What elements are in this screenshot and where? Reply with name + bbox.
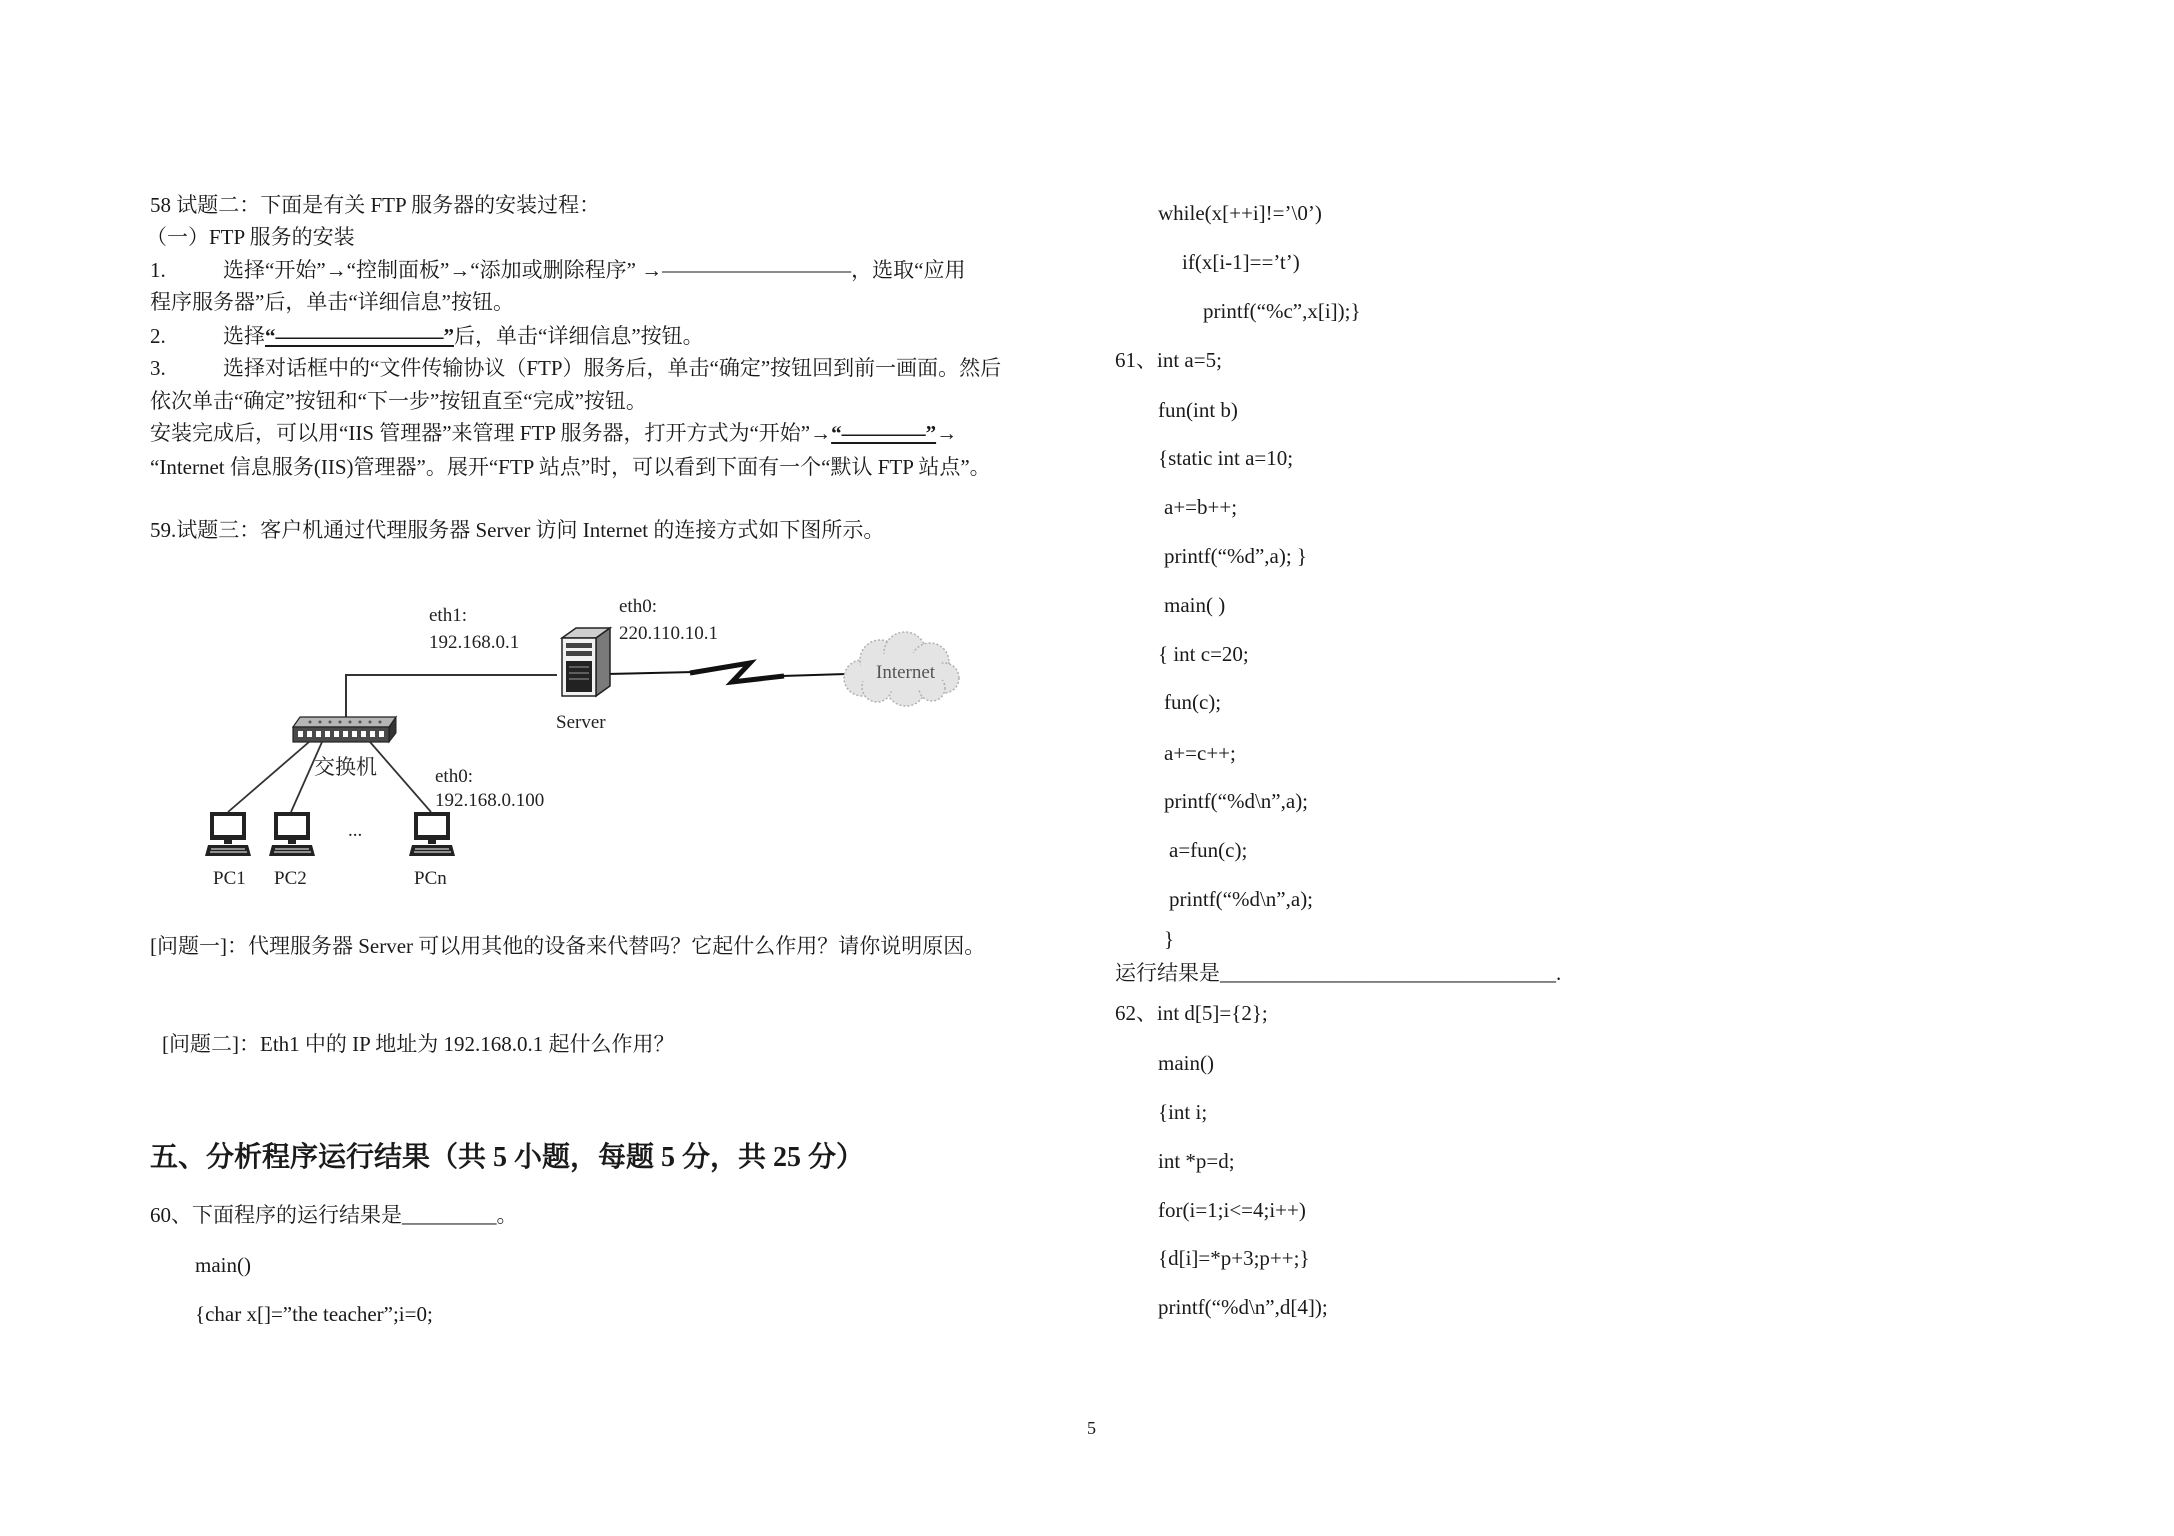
code-line: printf(“%d\n”,a); (1164, 789, 1309, 813)
q61-answer-label: 运行结果是 (1115, 961, 1220, 985)
server-eth0-ip: 220.110.10.1 (619, 623, 719, 644)
code-line: fun(c); (1164, 690, 1222, 714)
q61-title: 61、int a=5; (1115, 348, 1222, 372)
q61-answer-line (1115, 962, 1561, 984)
step2-number: 2. (150, 324, 166, 348)
code-line: main() (1158, 1051, 1214, 1075)
q60-prompt-end: 。 (496, 1203, 518, 1227)
server-eth1-ip: 192.168.0.1 (429, 632, 520, 653)
step1-line1: 选择“开始”→“控制面板”→“添加或删除程序” →—————————，选取“应用 (223, 258, 966, 282)
proxy-question-title: 59.试题三：客户机通过代理服务器 Server 访问 Internet 的连接方式如下图所示。 (150, 518, 885, 542)
code-line: int *p=d; (1158, 1149, 1235, 1173)
code-line: fun(int b) (1158, 398, 1238, 422)
code-line: printf(“%d\n”,d[4]); (1158, 1295, 1328, 1319)
pc1-wire (228, 742, 309, 812)
after-install-line1 (150, 422, 957, 444)
code-line: {int i; (1158, 1100, 1208, 1124)
code-line: {char x[]=”the teacher”;i=0; (195, 1302, 433, 1326)
step2-prefix: 选择 (223, 324, 265, 348)
ftp-question-title: 58 试题二：下面是有关 FTP 服务器的安装过程： (150, 193, 601, 217)
step3-line1: 选择对话框中的“文件传输协议（FTP）服务后，单击“确定”按钮回到前一画面。然后 (223, 356, 1002, 380)
code-line: while(x[++i]!=’\0’) (1158, 201, 1322, 225)
pcn-wire (370, 742, 431, 812)
server-label: Server (556, 712, 606, 733)
code-line: printf(“%c”,x[i]);} (1203, 299, 1361, 323)
step2-suffix: 后，单击“详细信息”按钮。 (454, 324, 704, 348)
network-diagram (170, 590, 976, 899)
pc-eth0-label: eth0: (435, 766, 473, 787)
code-line: main() (195, 1253, 251, 1277)
server-switch-wire (346, 675, 557, 718)
after-install-prefix: 安装完成后，可以用“IIS 管理器”来管理 FTP 服务器，打开方式为“开始”→ (150, 421, 832, 445)
code-line: { int c=20; (1158, 642, 1249, 666)
code-line: a+=b++; (1164, 495, 1238, 519)
section-heading: 五、分析程序运行结果（共 5 小题，每题 5 分，共 25 分） (150, 1142, 865, 1173)
pcn-computer-icon (409, 812, 455, 856)
pc2-computer-icon (269, 812, 315, 856)
step1-line2: 程序服务器”后，单击“详细信息”按钮。 (150, 290, 514, 314)
code-line: {d[i]=*p+3;p++;} (1158, 1246, 1310, 1270)
proxy-question1: [问题一]：代理服务器 Server 可以用其他的设备来代替吗？它起什么作用？请你说明原因。 (150, 934, 986, 958)
q60-prompt: 60、下面程序的运行结果是 (150, 1203, 402, 1227)
code-line: } (1164, 927, 1175, 951)
pc1-computer-icon (205, 812, 251, 856)
after-install-line2: “Internet 信息服务(IIS)管理器”。展开“FTP 站点”时，可以看到下面有一个“默认 FTP 站点”。 (150, 455, 991, 479)
server-eth0-label: eth0: (619, 596, 657, 617)
server-icon (562, 628, 610, 696)
pcn-label: PCn (414, 868, 447, 889)
pc2-label: PC2 (274, 868, 307, 889)
step2-line (223, 325, 704, 347)
proxy-question2: [问题二]：Eth1 中的 IP 地址为 192.168.0.1 起什么作用？ (162, 1032, 675, 1056)
ftp-subtitle: （一）FTP 服务的安装 (146, 225, 355, 249)
code-line: printf(“%d\n”,a); (1169, 887, 1314, 911)
code-line: a=fun(c); (1169, 838, 1248, 862)
step3-number: 3. (150, 356, 166, 380)
code-line: a+=c++; (1164, 741, 1236, 765)
q61-answer-blank: ________________________________ (1220, 961, 1556, 985)
code-line: if(x[i-1]==’t’) (1182, 250, 1300, 274)
code-line: for(i=1;i<=4;i++) (1158, 1198, 1306, 1222)
q61-answer-end: . (1556, 961, 1562, 985)
step3-line2: 依次单击“确定”按钮和“下一步”按钮直至“完成”按钮。 (150, 389, 647, 413)
q62-title: 62、int d[5]={2}; (1115, 1001, 1268, 1025)
switch-icon (293, 717, 396, 742)
step2-answer-blank: “————————” (265, 324, 454, 348)
code-line: main( ) (1164, 593, 1226, 617)
internet-label: Internet (876, 662, 936, 683)
after-install-suffix: → (936, 421, 958, 445)
pc-ellipsis: ... (348, 820, 363, 841)
pc-eth0-ip: 192.168.0.100 (435, 790, 545, 811)
server-eth1-label: eth1: (429, 605, 467, 626)
q60-prompt-line (150, 1204, 518, 1226)
page-number: 5 (1087, 1418, 1096, 1438)
after-install-answer-blank: “————” (831, 421, 937, 445)
switch-label: 交换机 (314, 755, 377, 779)
step1-number: 1. (150, 258, 166, 282)
q60-answer-blank: _________ (402, 1203, 497, 1227)
lightning-link-icon (606, 663, 846, 682)
code-line: printf(“%d”,a); } (1164, 544, 1308, 568)
code-line: {static int a=10; (1158, 446, 1294, 470)
pc1-label: PC1 (213, 868, 246, 889)
